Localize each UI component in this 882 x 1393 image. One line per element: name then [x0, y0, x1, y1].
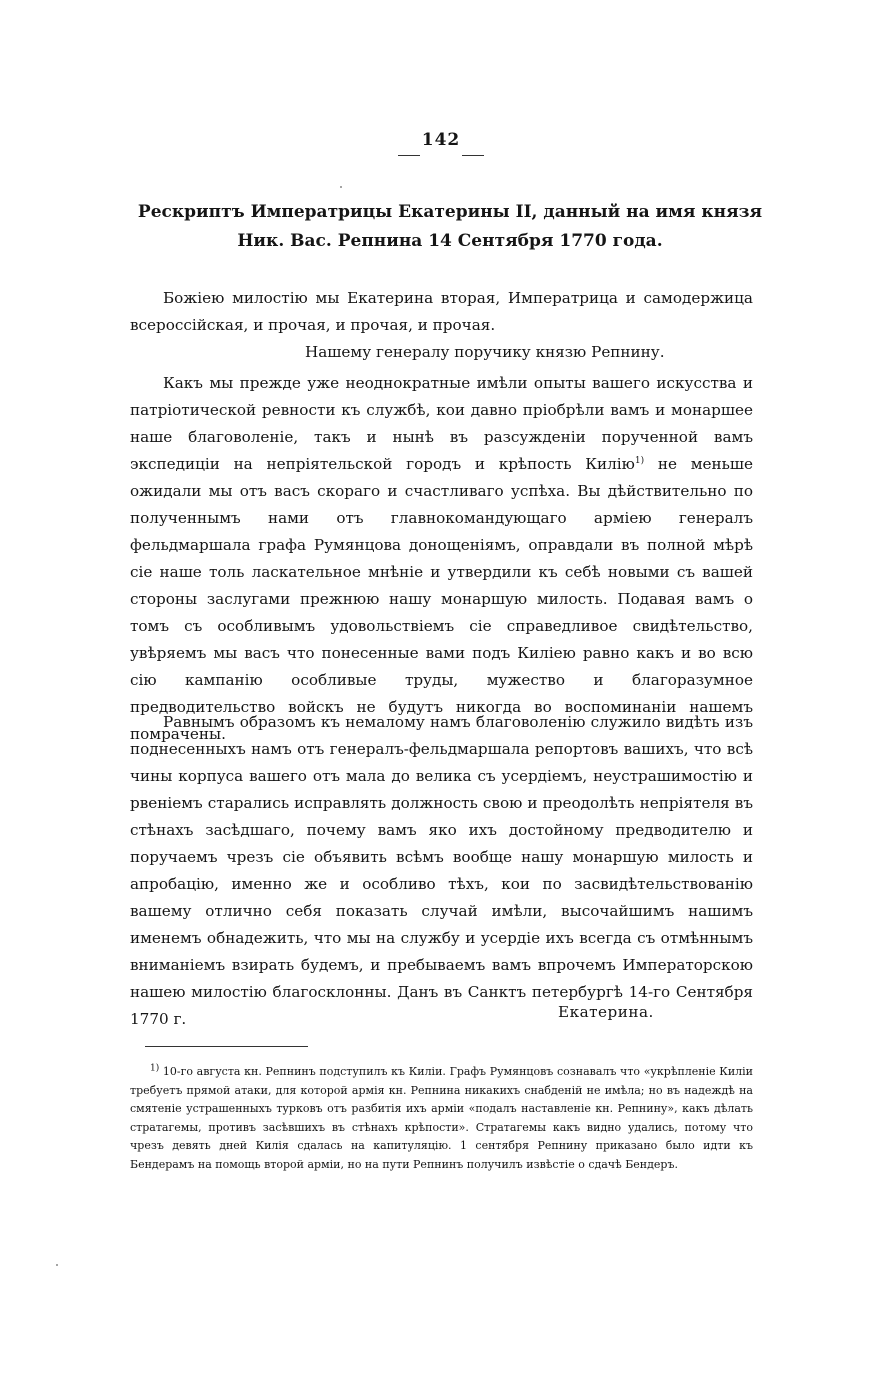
footnote: [130, 1063, 753, 1174]
footnote-marker: 1): [150, 1063, 160, 1074]
title-line-1: Рескриптъ Императрицы Екатерины II, данный на имя князя: [137, 202, 763, 222]
page-number: 142: [421, 130, 461, 150]
title-line-2: Ник. Вас. Репнина 14 Сентября 1770 года.: [237, 231, 663, 251]
page-number-rule-left: [398, 155, 420, 156]
paragraph-2: [130, 709, 753, 1033]
paragraph-1-text-b: не меньше ожидали мы отъ васъ скораго и счастливаго успѣха. Вы дѣйствительно по полученнымъ нами отъ главнокомандующаго армiею генералъ фельдмаршала графа Румянцова донощенiямъ, оправдали въ полной мѣрѣ сiе наше толь ласкательное мнѣнiе и утвердили къ себѣ новыми съ вашей стороны заслугами прежнюю нашу монаршую милость. Подавая вамъ о томъ съ особливымъ удовольствiемъ сiе справедливое свидѣтельство, увѣряемъ мы васъ что понесенные вами подъ Килiею равно какъ и во всю сiю кампанiю особливые труды, мужество и благоразумное предводительство войскъ не будутъ никогда во воспоминанiи нашемъ помрачены.: [130, 455, 753, 743]
scan-speck: [56, 1264, 58, 1266]
scan-speck: [340, 186, 342, 188]
footnote-reference: 1): [634, 455, 645, 466]
intro-paragraph: [130, 285, 753, 339]
intro-text: Божiею милостiю мы Екатерина вторая, Императрица и самодержица всероссiйская, и прочая, и прочая, и прочая.: [130, 289, 753, 334]
footnote-separator: [145, 1046, 308, 1047]
document-title: [120, 198, 780, 256]
signature: Екатерина.: [558, 1003, 654, 1021]
salutation: Нашему генералу поручику князю Репнину.: [305, 343, 665, 361]
paragraph-1: [130, 370, 753, 748]
paragraph-1-text-a: Какъ мы прежде уже неоднократные имѣли опыты вашего искусства и патрiотической ревности къ службѣ, кои давно прiобрѣли вамъ и монаршее наше благоволенiе, такъ и нынѣ въ разсужденiи порученной вамъ экспедицiи на непрiятельской городъ и крѣпость Килiю: [130, 374, 753, 473]
paragraph-2-text: Равнымъ образомъ къ немалому намъ благоволенiю служило видѣть изъ поднесенныхъ намъ отъ генералъ-фельдмаршала репортовъ вашихъ, что всѣ чины корпуса вашего отъ мала до велика съ усердiемъ, неустрашимостiю и рвенiемъ старались исправлять должность свою и преодолѣть непрiятеля въ стѣнахъ засѣдшаго, почему вамъ яко ихъ достойному предводителю и поручаемъ чрезъ сiе объявить всѣмъ вообще нашу монаршую милость и апробацiю, именно же и особливо тѣхъ, кои по засвидѣтельствованiю вашему отлично себя показать случай имѣли, высочайшимъ нашимъ именемъ обнадежить, что мы на службу и усердiе ихъ всегда съ отмѣннымъ вниманiемъ взирать будемъ, и пребываемъ вамъ впрочемъ Императорскою нашею милостiю благосклонны. Данъ въ Санктъ петербургѣ 14-го Сентября 1770 г.: [130, 713, 753, 1028]
footnote-text: 10-го августа кн. Репнинъ подступилъ къ Килiи. Графъ Румянцовъ сознавалъ что «укрѣпленiе Килiи требуетъ прямой атаки, для которой армiя кн. Репнина никакихъ снабденiй не имѣла; но въ надеждѣ на смятенiе устрашенныхъ турковъ отъ разбитiя ихъ армiи «подалъ наставленiе кн. Репнину», какъ дѣлать стратагемы, противъ засѣвшихъ въ стѣнахъ крѣпости». Стратагемы какъ видно удались, потому что чрезъ девять дней Килiя сдалась на капитуляцiю. 1 сентября Репнину приказано было идти къ Бендерамъ на помощь второй армiи, но на пути Репнинъ получилъ извѣстiе о сдачѣ Бендеръ.: [130, 1065, 753, 1171]
page-number-rule-right: [462, 155, 484, 156]
